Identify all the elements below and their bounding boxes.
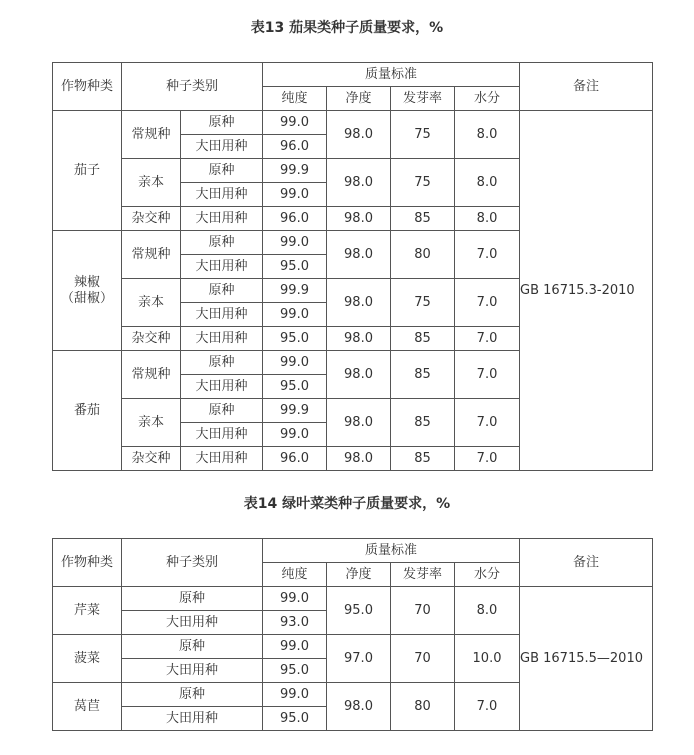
purity-cell: 99.0 (263, 303, 327, 327)
crop-celery: 芹菜 (53, 587, 122, 635)
moisture-cell: 7.0 (455, 279, 520, 327)
moisture-cell: 7.0 (455, 399, 520, 447)
moisture-cell: 8.0 (455, 207, 520, 231)
seed-orig: 原种 (181, 399, 263, 423)
purity-cell: 96.0 (263, 447, 327, 471)
cleanliness-cell: 98.0 (327, 683, 391, 731)
note-cell: GB 16715.3-2010 (520, 111, 653, 471)
crop-spinach: 菠菜 (53, 635, 122, 683)
header-purity: 纯度 (263, 87, 327, 111)
seed-hybrid: 杂交种 (122, 327, 181, 351)
purity-cell: 99.0 (263, 111, 327, 135)
header-cleanliness: 净度 (327, 87, 391, 111)
purity-cell: 99.9 (263, 399, 327, 423)
moisture-cell: 8.0 (455, 159, 520, 207)
moisture-cell: 10.0 (455, 635, 520, 683)
table14 (52, 538, 653, 731)
moisture-cell: 7.0 (455, 231, 520, 279)
header-germination: 发芽率 (391, 87, 455, 111)
header-moisture: 水分 (455, 87, 520, 111)
seed-field: 大田用种 (122, 707, 263, 731)
germination-cell: 75 (391, 279, 455, 327)
cleanliness-cell: 98.0 (327, 327, 391, 351)
crop-lettuce: 莴苣 (53, 683, 122, 731)
seed-parent: 亲本 (122, 159, 181, 207)
seed-orig: 原种 (122, 587, 263, 611)
header-crop: 作物种类 (53, 539, 122, 587)
crop-pepper-line2: （甜椒） (60, 290, 113, 306)
purity-cell: 99.0 (263, 635, 327, 659)
seed-orig: 原种 (181, 351, 263, 375)
seed-field: 大田用种 (181, 447, 263, 471)
seed-conv: 常规种 (122, 231, 181, 279)
germination-cell: 85 (391, 447, 455, 471)
purity-cell: 95.0 (263, 659, 327, 683)
crop-pepper (53, 231, 122, 351)
moisture-cell: 7.0 (455, 351, 520, 399)
header-moisture: 水分 (455, 563, 520, 587)
header-crop: 作物种类 (53, 63, 122, 111)
germination-cell: 85 (391, 207, 455, 231)
germination-cell: 80 (391, 231, 455, 279)
cleanliness-cell: 98.0 (327, 231, 391, 279)
seed-hybrid: 杂交种 (122, 207, 181, 231)
seed-field: 大田用种 (122, 611, 263, 635)
cleanliness-cell: 98.0 (327, 399, 391, 447)
header-germination: 发芽率 (391, 563, 455, 587)
purity-cell: 96.0 (263, 135, 327, 159)
seed-parent: 亲本 (122, 279, 181, 327)
seed-field: 大田用种 (181, 303, 263, 327)
seed-hybrid: 杂交种 (122, 447, 181, 471)
note-cell: GB 16715.5—2010 (520, 587, 653, 731)
purity-cell: 99.0 (263, 351, 327, 375)
header-purity: 纯度 (263, 563, 327, 587)
moisture-cell: 7.0 (455, 447, 520, 471)
purity-cell: 99.0 (263, 683, 327, 707)
seed-field: 大田用种 (181, 327, 263, 351)
cleanliness-cell: 98.0 (327, 159, 391, 207)
purity-cell: 99.9 (263, 279, 327, 303)
cleanliness-cell: 98.0 (327, 207, 391, 231)
cleanliness-cell: 95.0 (327, 587, 391, 635)
cleanliness-cell: 98.0 (327, 279, 391, 327)
moisture-cell: 8.0 (455, 111, 520, 159)
moisture-cell: 7.0 (455, 683, 520, 731)
header-seed-type: 种子类别 (122, 539, 263, 587)
seed-field: 大田用种 (122, 659, 263, 683)
seed-field: 大田用种 (181, 135, 263, 159)
purity-cell: 99.0 (263, 423, 327, 447)
germination-cell: 75 (391, 111, 455, 159)
purity-cell: 96.0 (263, 207, 327, 231)
germination-cell: 85 (391, 327, 455, 351)
crop-pepper-line1: 辣椒 (73, 274, 100, 290)
seed-field: 大田用种 (181, 183, 263, 207)
header-cleanliness: 净度 (327, 563, 391, 587)
header-note: 备注 (520, 539, 653, 587)
germination-cell: 85 (391, 351, 455, 399)
cleanliness-cell: 98.0 (327, 351, 391, 399)
header-quality: 质量标准 (263, 539, 520, 563)
seed-orig: 原种 (181, 231, 263, 255)
seed-conv: 常规种 (122, 111, 181, 159)
purity-cell: 99.0 (263, 183, 327, 207)
seed-field: 大田用种 (181, 423, 263, 447)
germination-cell: 85 (391, 399, 455, 447)
seed-conv: 常规种 (122, 351, 181, 399)
purity-cell: 95.0 (263, 327, 327, 351)
purity-cell: 99.0 (263, 231, 327, 255)
table13-title: 表13 茄果类种子质量要求，% (250, 20, 444, 36)
seed-orig: 原种 (181, 279, 263, 303)
header-seed-type: 种子类别 (122, 63, 263, 111)
seed-orig: 原种 (122, 635, 263, 659)
purity-cell: 99.9 (263, 159, 327, 183)
crop-tomato: 番茄 (53, 351, 122, 471)
seed-field: 大田用种 (181, 255, 263, 279)
germination-cell: 75 (391, 159, 455, 207)
seed-field: 大田用种 (181, 375, 263, 399)
seed-field: 大田用种 (181, 207, 263, 231)
germination-cell: 70 (391, 635, 455, 683)
header-quality: 质量标准 (263, 63, 520, 87)
cleanliness-cell: 98.0 (327, 111, 391, 159)
purity-cell: 95.0 (263, 255, 327, 279)
header-note: 备注 (520, 63, 653, 111)
germination-cell: 70 (391, 587, 455, 635)
seed-parent: 亲本 (122, 399, 181, 447)
cleanliness-cell: 97.0 (327, 635, 391, 683)
crop-eggplant: 茄子 (53, 111, 122, 231)
cleanliness-cell: 98.0 (327, 447, 391, 471)
seed-orig: 原种 (181, 159, 263, 183)
table14-title: 表14 绿叶菜类种子质量要求，% (243, 496, 451, 512)
seed-orig: 原种 (122, 683, 263, 707)
purity-cell: 93.0 (263, 611, 327, 635)
purity-cell: 95.0 (263, 707, 327, 731)
moisture-cell: 8.0 (455, 587, 520, 635)
purity-cell: 99.0 (263, 587, 327, 611)
germination-cell: 80 (391, 683, 455, 731)
moisture-cell: 7.0 (455, 327, 520, 351)
table13 (52, 62, 653, 471)
seed-orig: 原种 (181, 111, 263, 135)
purity-cell: 95.0 (263, 375, 327, 399)
